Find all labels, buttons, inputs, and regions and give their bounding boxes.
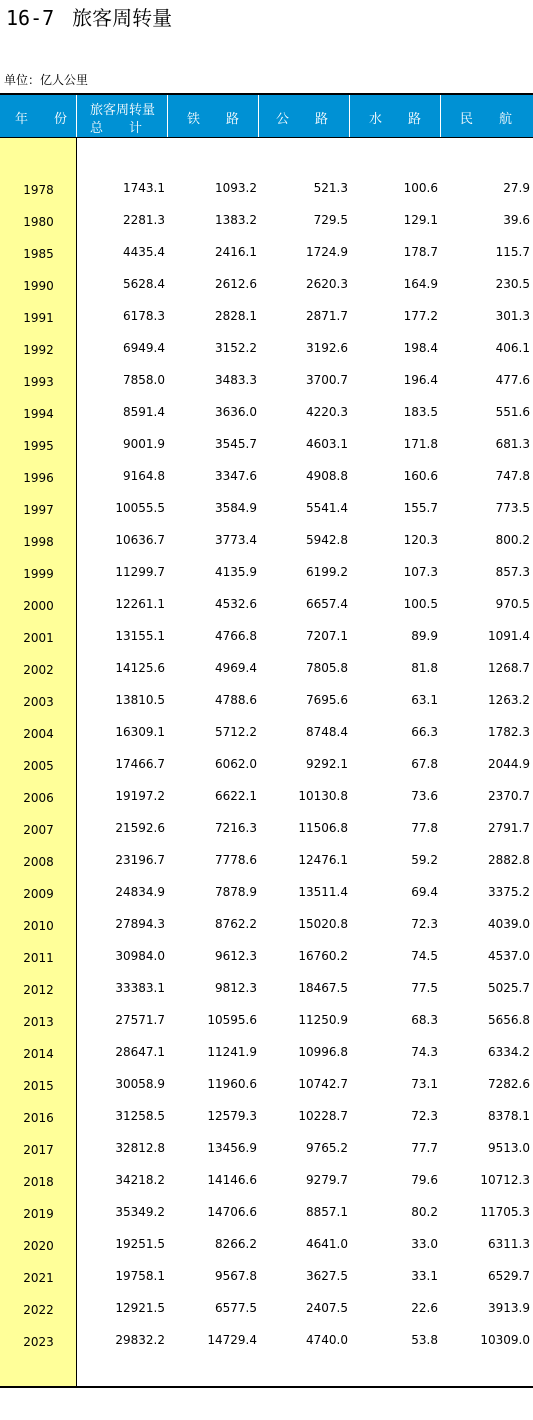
cell-water: 129.1 xyxy=(403,213,438,227)
table-body xyxy=(0,172,533,1356)
cell-water: 155.7 xyxy=(403,501,438,515)
cell-air: 857.3 xyxy=(495,565,530,579)
cell-air: 27.9 xyxy=(503,181,530,195)
table-row xyxy=(0,1004,533,1036)
cell-road: 9292.1 xyxy=(306,757,348,771)
cell-rail: 2416.1 xyxy=(215,245,257,259)
cell-water: 68.3 xyxy=(411,1013,438,1027)
cell-air: 2791.7 xyxy=(488,821,530,835)
cell-air: 8378.1 xyxy=(488,1109,530,1123)
cell-total: 6949.4 xyxy=(123,341,165,355)
cell-year: 2014 xyxy=(23,1047,54,1061)
cell-road: 9765.2 xyxy=(306,1141,348,1155)
cell-air: 2370.7 xyxy=(488,789,530,803)
cell-total: 32812.8 xyxy=(115,1141,165,1155)
table-row xyxy=(0,748,533,780)
table-row xyxy=(0,1292,533,1324)
cell-water: 198.4 xyxy=(403,341,438,355)
cell-water: 177.2 xyxy=(403,309,438,323)
cell-water: 67.8 xyxy=(411,757,438,771)
table-row xyxy=(0,652,533,684)
cell-road: 4908.8 xyxy=(306,469,348,483)
cell-rail: 8266.2 xyxy=(215,1237,257,1251)
cell-year: 2010 xyxy=(23,919,54,933)
cell-year: 2018 xyxy=(23,1175,54,1189)
cell-air: 551.6 xyxy=(495,405,530,419)
cell-air: 747.8 xyxy=(495,469,530,483)
cell-air: 477.6 xyxy=(495,373,530,387)
table-row xyxy=(0,780,533,812)
table-row xyxy=(0,428,533,460)
cell-water: 100.5 xyxy=(403,597,438,611)
cell-water: 178.7 xyxy=(403,245,438,259)
cell-rail: 1383.2 xyxy=(215,213,257,227)
cell-road: 13511.4 xyxy=(298,885,348,899)
cell-rail: 3152.2 xyxy=(215,341,257,355)
table-row xyxy=(0,972,533,1004)
cell-road: 2407.5 xyxy=(306,1301,348,1315)
cell-year: 2004 xyxy=(23,727,54,741)
cell-air: 11705.3 xyxy=(480,1205,530,1219)
cell-road: 4740.0 xyxy=(306,1333,348,1347)
table-row xyxy=(0,492,533,524)
cell-total: 4435.4 xyxy=(123,245,165,259)
table-row xyxy=(0,1324,533,1356)
cell-total: 7858.0 xyxy=(123,373,165,387)
cell-year: 2005 xyxy=(23,759,54,773)
cell-water: 33.1 xyxy=(411,1269,438,1283)
cell-air: 3375.2 xyxy=(488,885,530,899)
cell-road: 9279.7 xyxy=(306,1173,348,1187)
cell-year: 1998 xyxy=(23,535,54,549)
table-row xyxy=(0,588,533,620)
cell-rail: 3347.6 xyxy=(215,469,257,483)
cell-rail: 7778.6 xyxy=(215,853,257,867)
cell-year: 2001 xyxy=(23,631,54,645)
cell-water: 89.9 xyxy=(411,629,438,643)
cell-water: 69.4 xyxy=(411,885,438,899)
cell-year: 2017 xyxy=(23,1143,54,1157)
cell-air: 3913.9 xyxy=(488,1301,530,1315)
table-row xyxy=(0,460,533,492)
header-total: 旅客周转量 总 计 xyxy=(77,95,168,137)
page-title xyxy=(6,4,172,32)
cell-road: 1724.9 xyxy=(306,245,348,259)
cell-water: 160.6 xyxy=(403,469,438,483)
table-row xyxy=(0,556,533,588)
cell-water: 77.7 xyxy=(411,1141,438,1155)
cell-rail: 6622.1 xyxy=(215,789,257,803)
cell-rail: 4766.8 xyxy=(215,629,257,643)
cell-air: 6334.2 xyxy=(488,1045,530,1059)
cell-year: 1990 xyxy=(23,279,54,293)
cell-road: 10996.8 xyxy=(298,1045,348,1059)
cell-air: 10309.0 xyxy=(480,1333,530,1347)
cell-air: 2044.9 xyxy=(488,757,530,771)
cell-water: 196.4 xyxy=(403,373,438,387)
cell-total: 14125.6 xyxy=(115,661,165,675)
cell-water: 80.2 xyxy=(411,1205,438,1219)
cell-year: 2023 xyxy=(23,1335,54,1349)
cell-total: 9001.9 xyxy=(123,437,165,451)
cell-rail: 6062.0 xyxy=(215,757,257,771)
header-air: 民 航 xyxy=(460,112,513,127)
table-row xyxy=(0,396,533,428)
cell-air: 1091.4 xyxy=(488,629,530,643)
cell-air: 2882.8 xyxy=(488,853,530,867)
cell-road: 5942.8 xyxy=(306,533,348,547)
cell-rail: 3636.0 xyxy=(215,405,257,419)
cell-air: 301.3 xyxy=(495,309,530,323)
table-row xyxy=(0,876,533,908)
cell-rail: 5712.2 xyxy=(215,725,257,739)
cell-water: 164.9 xyxy=(403,277,438,291)
table-row xyxy=(0,1100,533,1132)
cell-total: 13810.5 xyxy=(115,693,165,707)
cell-year: 2020 xyxy=(23,1239,54,1253)
cell-total: 9164.8 xyxy=(123,469,165,483)
cell-year: 2022 xyxy=(23,1303,54,1317)
cell-total: 30984.0 xyxy=(115,949,165,963)
cell-year: 2019 xyxy=(23,1207,54,1221)
cell-year: 2012 xyxy=(23,983,54,997)
cell-rail: 4532.6 xyxy=(215,597,257,611)
bottom-rule xyxy=(0,1386,533,1388)
table-row xyxy=(0,620,533,652)
cell-total: 10636.7 xyxy=(115,533,165,547)
cell-year: 2000 xyxy=(23,599,54,613)
cell-air: 970.5 xyxy=(495,597,530,611)
cell-rail: 4969.4 xyxy=(215,661,257,675)
cell-air: 9513.0 xyxy=(488,1141,530,1155)
cell-road: 6657.4 xyxy=(306,597,348,611)
cell-rail: 8762.2 xyxy=(215,917,257,931)
cell-total: 28647.1 xyxy=(115,1045,165,1059)
cell-water: 22.6 xyxy=(411,1301,438,1315)
cell-rail: 7216.3 xyxy=(215,821,257,835)
cell-rail: 3545.7 xyxy=(215,437,257,451)
cell-total: 10055.5 xyxy=(115,501,165,515)
cell-road: 5541.4 xyxy=(306,501,348,515)
cell-road: 11506.8 xyxy=(298,821,348,835)
cell-water: 66.3 xyxy=(411,725,438,739)
table-title: 旅客周转量 xyxy=(72,6,173,30)
cell-road: 3192.6 xyxy=(306,341,348,355)
cell-air: 6311.3 xyxy=(488,1237,530,1251)
cell-water: 74.3 xyxy=(411,1045,438,1059)
cell-year: 2006 xyxy=(23,791,54,805)
table-row xyxy=(0,1260,533,1292)
cell-road: 10130.8 xyxy=(298,789,348,803)
table-row xyxy=(0,1068,533,1100)
cell-total: 16309.1 xyxy=(115,725,165,739)
cell-water: 100.6 xyxy=(403,181,438,195)
cell-total: 33383.1 xyxy=(115,981,165,995)
cell-rail: 2612.6 xyxy=(215,277,257,291)
table-row xyxy=(0,1036,533,1068)
cell-rail: 14706.6 xyxy=(207,1205,257,1219)
cell-rail: 3773.4 xyxy=(215,533,257,547)
cell-year: 1993 xyxy=(23,375,54,389)
cell-total: 19197.2 xyxy=(115,789,165,803)
table-row xyxy=(0,684,533,716)
cell-air: 115.7 xyxy=(495,245,530,259)
cell-year: 2013 xyxy=(23,1015,54,1029)
cell-road: 7695.6 xyxy=(306,693,348,707)
cell-air: 39.6 xyxy=(503,213,530,227)
cell-water: 81.8 xyxy=(411,661,438,675)
table-number: 16-7 xyxy=(6,6,55,30)
table-row xyxy=(0,1228,533,1260)
cell-year: 2016 xyxy=(23,1111,54,1125)
cell-total: 19251.5 xyxy=(115,1237,165,1251)
cell-total: 27571.7 xyxy=(115,1013,165,1027)
cell-road: 729.5 xyxy=(313,213,348,227)
cell-air: 406.1 xyxy=(495,341,530,355)
cell-rail: 3483.3 xyxy=(215,373,257,387)
cell-year: 1980 xyxy=(23,215,54,229)
table-row xyxy=(0,716,533,748)
cell-year: 1985 xyxy=(23,247,54,261)
unit-label: 单位：亿人公里 xyxy=(4,73,89,87)
table-row xyxy=(0,812,533,844)
cell-year: 2008 xyxy=(23,855,54,869)
cell-year: 2011 xyxy=(23,951,54,965)
cell-rail: 4788.6 xyxy=(215,693,257,707)
cell-road: 16760.2 xyxy=(298,949,348,963)
cell-air: 1263.2 xyxy=(488,693,530,707)
cell-total: 2281.3 xyxy=(123,213,165,227)
cell-water: 77.5 xyxy=(411,981,438,995)
table-row xyxy=(0,940,533,972)
cell-rail: 4135.9 xyxy=(215,565,257,579)
header-rail: 铁 路 xyxy=(168,95,259,137)
cell-rail: 6577.5 xyxy=(215,1301,257,1315)
cell-water: 53.8 xyxy=(411,1333,438,1347)
cell-road: 2871.7 xyxy=(306,309,348,323)
cell-rail: 11960.6 xyxy=(207,1077,257,1091)
table-row xyxy=(0,172,533,204)
cell-rail: 3584.9 xyxy=(215,501,257,515)
cell-total: 34218.2 xyxy=(115,1173,165,1187)
cell-total: 27894.3 xyxy=(115,917,165,931)
table-row xyxy=(0,300,533,332)
cell-road: 12476.1 xyxy=(298,853,348,867)
header-water: 水 路 xyxy=(350,95,441,137)
header-year: 年 份 xyxy=(0,95,77,137)
cell-year: 1991 xyxy=(23,311,54,325)
table-header xyxy=(0,95,533,138)
cell-water: 33.0 xyxy=(411,1237,438,1251)
cell-year: 2007 xyxy=(23,823,54,837)
cell-air: 5025.7 xyxy=(488,981,530,995)
cell-water: 79.6 xyxy=(411,1173,438,1187)
cell-water: 73.6 xyxy=(411,789,438,803)
cell-road: 11250.9 xyxy=(298,1013,348,1027)
cell-total: 30058.9 xyxy=(115,1077,165,1091)
cell-total: 17466.7 xyxy=(115,757,165,771)
cell-water: 183.5 xyxy=(403,405,438,419)
table-row xyxy=(0,844,533,876)
cell-rail: 14729.4 xyxy=(207,1333,257,1347)
cell-total: 5628.4 xyxy=(123,277,165,291)
header-road: 公 路 xyxy=(259,95,350,137)
cell-total: 19758.1 xyxy=(115,1269,165,1283)
cell-road: 8748.4 xyxy=(306,725,348,739)
cell-year: 2009 xyxy=(23,887,54,901)
cell-air: 773.5 xyxy=(495,501,530,515)
cell-total: 13155.1 xyxy=(115,629,165,643)
cell-total: 23196.7 xyxy=(115,853,165,867)
cell-air: 230.5 xyxy=(495,277,530,291)
cell-road: 2620.3 xyxy=(306,277,348,291)
cell-air: 6529.7 xyxy=(488,1269,530,1283)
table-row xyxy=(0,1196,533,1228)
cell-air: 5656.8 xyxy=(488,1013,530,1027)
cell-total: 11299.7 xyxy=(115,565,165,579)
cell-road: 10228.7 xyxy=(298,1109,348,1123)
cell-rail: 12579.3 xyxy=(207,1109,257,1123)
cell-rail: 10595.6 xyxy=(207,1013,257,1027)
cell-year: 1978 xyxy=(23,183,54,197)
cell-total: 8591.4 xyxy=(123,405,165,419)
cell-year: 1996 xyxy=(23,471,54,485)
cell-year: 1997 xyxy=(23,503,54,517)
cell-rail: 14146.6 xyxy=(207,1173,257,1187)
cell-total: 35349.2 xyxy=(115,1205,165,1219)
cell-total: 12921.5 xyxy=(115,1301,165,1315)
cell-air: 4537.0 xyxy=(488,949,530,963)
table-row xyxy=(0,1132,533,1164)
cell-road: 18467.5 xyxy=(298,981,348,995)
cell-water: 74.5 xyxy=(411,949,438,963)
cell-water: 107.3 xyxy=(403,565,438,579)
cell-road: 4220.3 xyxy=(306,405,348,419)
cell-road: 10742.7 xyxy=(298,1077,348,1091)
cell-water: 73.1 xyxy=(411,1077,438,1091)
cell-water: 72.3 xyxy=(411,917,438,931)
cell-rail: 9612.3 xyxy=(215,949,257,963)
table-row xyxy=(0,204,533,236)
cell-water: 63.1 xyxy=(411,693,438,707)
cell-road: 6199.2 xyxy=(306,565,348,579)
cell-road: 4641.0 xyxy=(306,1237,348,1251)
table-row xyxy=(0,908,533,940)
table-row xyxy=(0,524,533,556)
cell-road: 7805.8 xyxy=(306,661,348,675)
cell-road: 3700.7 xyxy=(306,373,348,387)
table-row xyxy=(0,236,533,268)
cell-rail: 9812.3 xyxy=(215,981,257,995)
cell-rail: 2828.1 xyxy=(215,309,257,323)
cell-road: 8857.1 xyxy=(306,1205,348,1219)
cell-water: 171.8 xyxy=(403,437,438,451)
cell-rail: 11241.9 xyxy=(207,1045,257,1059)
cell-year: 1994 xyxy=(23,407,54,421)
cell-air: 1782.3 xyxy=(488,725,530,739)
cell-water: 72.3 xyxy=(411,1109,438,1123)
cell-total: 6178.3 xyxy=(123,309,165,323)
cell-year: 2015 xyxy=(23,1079,54,1093)
table-row xyxy=(0,1164,533,1196)
cell-air: 7282.6 xyxy=(488,1077,530,1091)
cell-air: 10712.3 xyxy=(480,1173,530,1187)
cell-rail: 1093.2 xyxy=(215,181,257,195)
table-row xyxy=(0,268,533,300)
cell-total: 29832.2 xyxy=(115,1333,165,1347)
cell-water: 120.3 xyxy=(403,533,438,547)
cell-water: 77.8 xyxy=(411,821,438,835)
cell-year: 1995 xyxy=(23,439,54,453)
cell-road: 4603.1 xyxy=(306,437,348,451)
cell-air: 1268.7 xyxy=(488,661,530,675)
cell-total: 24834.9 xyxy=(115,885,165,899)
cell-rail: 9567.8 xyxy=(215,1269,257,1283)
cell-year: 1992 xyxy=(23,343,54,357)
cell-air: 800.2 xyxy=(495,533,530,547)
cell-year: 2003 xyxy=(23,695,54,709)
cell-total: 12261.1 xyxy=(115,597,165,611)
cell-year: 2002 xyxy=(23,663,54,677)
cell-road: 3627.5 xyxy=(306,1269,348,1283)
cell-rail: 7878.9 xyxy=(215,885,257,899)
cell-year: 2021 xyxy=(23,1271,54,1285)
table-row xyxy=(0,332,533,364)
cell-rail: 13456.9 xyxy=(207,1141,257,1155)
cell-total: 31258.5 xyxy=(115,1109,165,1123)
table-row xyxy=(0,364,533,396)
cell-total: 21592.6 xyxy=(115,821,165,835)
cell-year: 1999 xyxy=(23,567,54,581)
cell-air: 4039.0 xyxy=(488,917,530,931)
cell-total: 1743.1 xyxy=(123,181,165,195)
cell-road: 521.3 xyxy=(313,181,348,195)
cell-road: 7207.1 xyxy=(306,629,348,643)
cell-air: 681.3 xyxy=(495,437,530,451)
cell-water: 59.2 xyxy=(411,853,438,867)
cell-road: 15020.8 xyxy=(298,917,348,931)
